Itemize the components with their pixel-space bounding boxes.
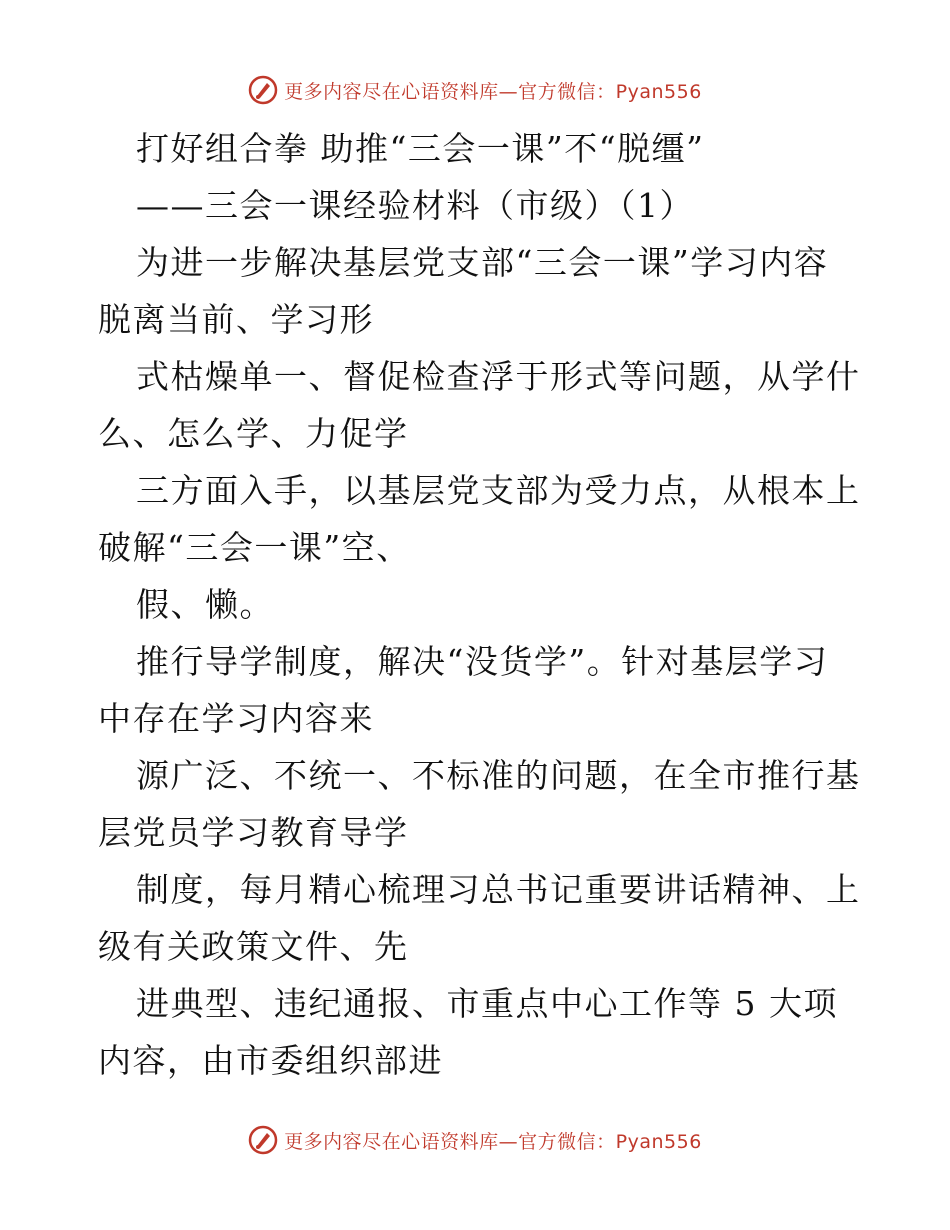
document-line: 脱离当前、学习形 — [98, 300, 374, 339]
document-line: 中存在学习内容来 — [98, 699, 374, 738]
footer-banner-text — [284, 1127, 702, 1154]
document-line: 进典型、违纪通报、市重点中心工作等 5 大项 — [136, 984, 838, 1023]
banner-separator: — — [498, 80, 519, 103]
banner-wechat: 官方微信：Pyan556 — [518, 80, 702, 103]
header-banner-text — [284, 77, 702, 104]
pen-logo-icon — [248, 75, 278, 105]
document-body — [98, 120, 861, 1089]
document-line: 么、怎么学、力促学 — [98, 414, 409, 453]
banner-title: 更多内容尽在心语资料库 — [284, 1130, 499, 1153]
document-line: 制度，每月精心梳理习总书记重要讲话精神、上 — [136, 870, 861, 909]
document-line: 级有关政策文件、先 — [98, 927, 409, 966]
document-line: 推行导学制度，解决“没货学”。针对基层学习 — [136, 642, 829, 681]
document-line: 源广泛、不统一、不标准的问题，在全市推行基 — [136, 756, 861, 795]
pen-logo-icon — [248, 1125, 278, 1155]
document-line: 层党员学习教育导学 — [98, 813, 409, 852]
document-line: 三方面入手，以基层党支部为受力点，从根本上 — [136, 471, 861, 510]
document-line: ——三会一课经验材料（市级）（1） — [136, 186, 694, 225]
document-line: 打好组合拳 助推“三会一课”不“脱缰” — [136, 129, 705, 168]
document-line: 破解“三会一课”空、 — [98, 528, 411, 567]
document-line: 内容，由市委组织部进 — [98, 1041, 443, 1080]
header-banner — [0, 70, 950, 110]
document-line: 式枯燥单一、督促检查浮于形式等问题，从学什 — [136, 357, 861, 396]
banner-wechat: 官方微信：Pyan556 — [518, 1130, 702, 1153]
document-line: 为进一步解决基层党支部“三会一课”学习内容 — [136, 243, 829, 282]
document-line: 假、懒。 — [136, 585, 274, 624]
footer-banner — [0, 1120, 950, 1160]
banner-title: 更多内容尽在心语资料库 — [284, 80, 499, 103]
banner-separator: — — [498, 1130, 519, 1153]
